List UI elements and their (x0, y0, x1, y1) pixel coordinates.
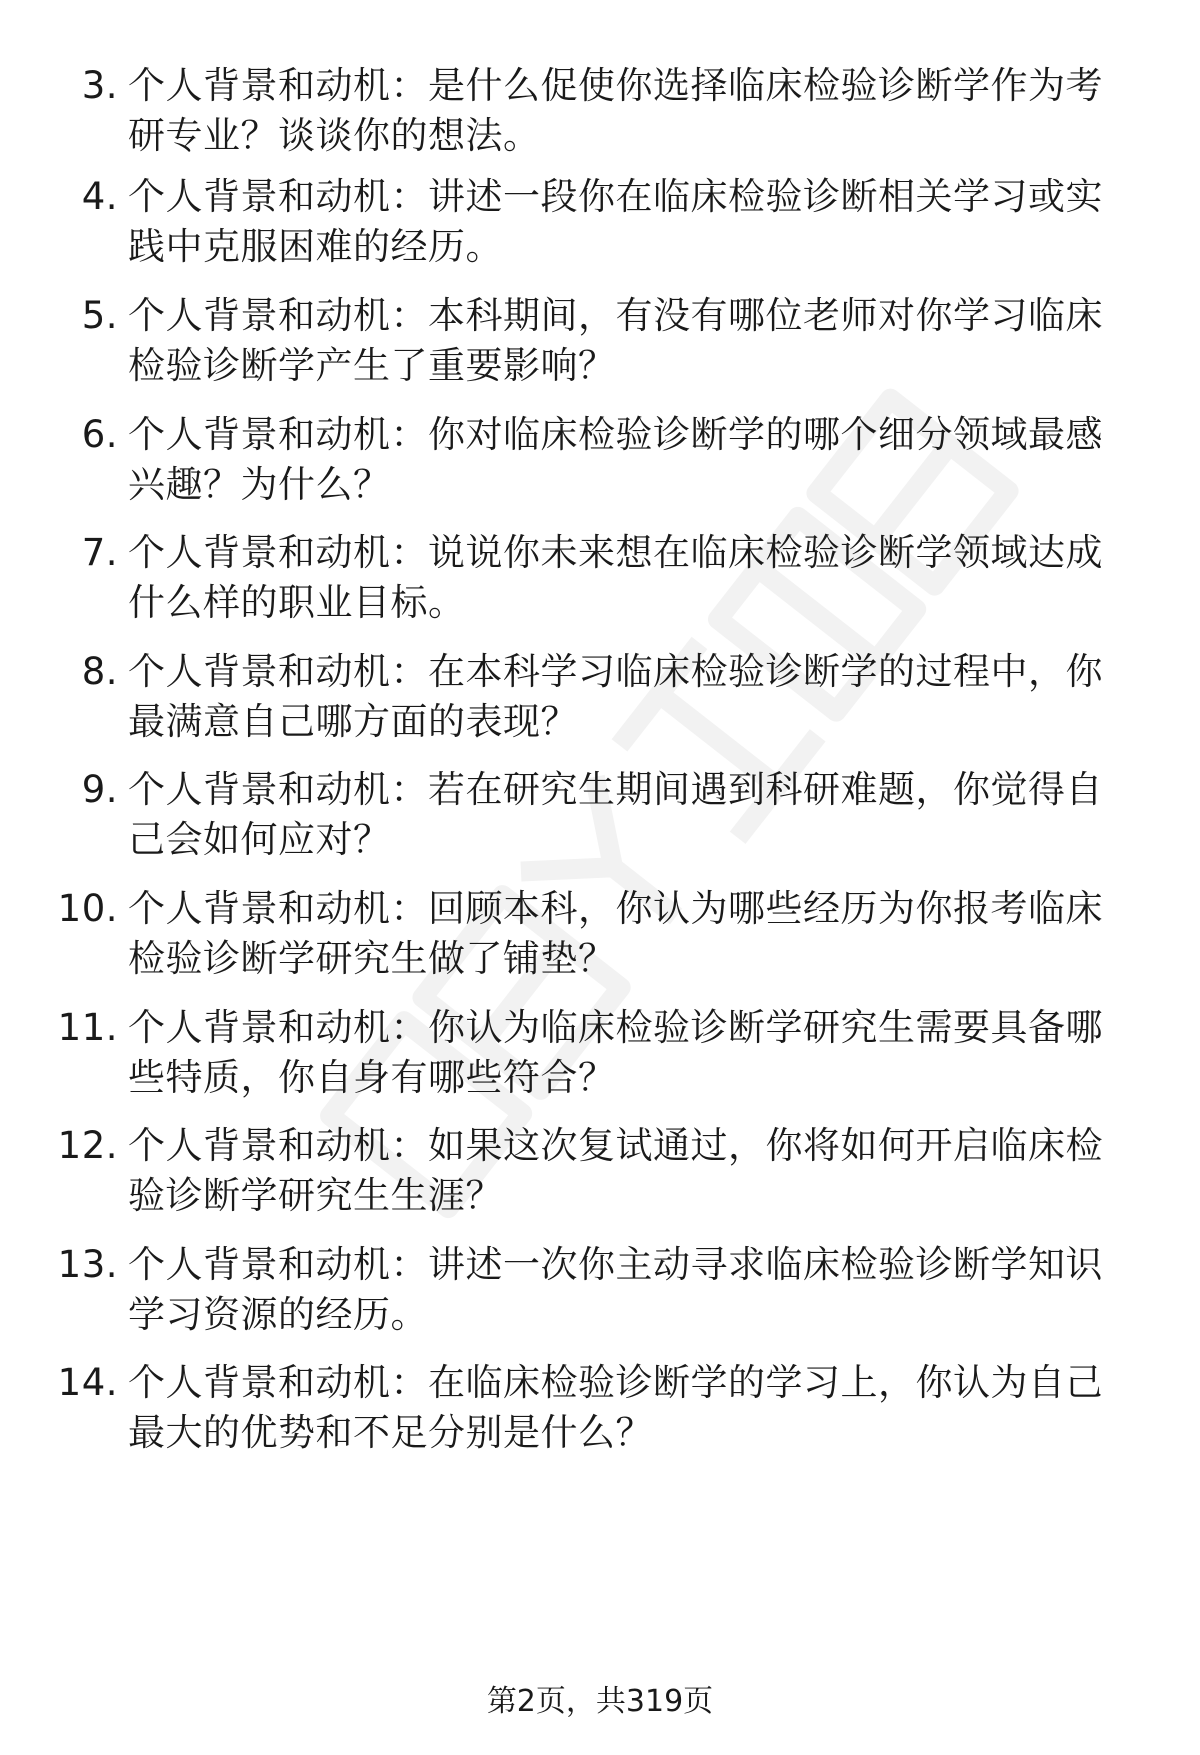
question-item (57, 1121, 1138, 1221)
question-number: 8. (81, 650, 118, 693)
question-number: 14. (57, 1361, 118, 1404)
question-number: 13. (57, 1243, 118, 1286)
question-text: 个人背景和动机：是什么促使你选择临床检验诊断学作为考研专业？谈谈你的想法。 (128, 64, 1103, 157)
question-text: 个人背景和动机：回顾本科，你认为哪些经历为你报考临床检验诊断学研究生做了铺垫？ (128, 887, 1103, 980)
question-text: 个人背景和动机：你对临床检验诊断学的哪个细分领域最感兴趣？为什么？ (128, 413, 1103, 506)
question-text: 个人背景和动机：说说你未来想在临床检验诊断学领域达成什么样的职业目标。 (128, 531, 1103, 624)
question-number: 3. (81, 64, 118, 107)
question-item (57, 884, 1138, 984)
question-text: 个人背景和动机：讲述一段你在临床检验诊断相关学习或实践中克服困难的经历。 (128, 175, 1103, 268)
question-text: 个人背景和动机：在本科学习临床检验诊断学的过程中，你最满意自己哪方面的表现？ (128, 650, 1103, 743)
question-text: 个人背景和动机：你认为临床检验诊断学研究生需要具备哪些特质，你自身有哪些符合？ (128, 1006, 1103, 1099)
question-item (81, 765, 1138, 865)
question-item (81, 291, 1138, 391)
page-footer: 第2页，共319页 (486, 1684, 714, 1719)
question-number: 5. (81, 294, 118, 337)
question-number: 12. (57, 1124, 118, 1167)
question-item (57, 1358, 1138, 1458)
question-item (81, 172, 1138, 272)
question-item (81, 410, 1138, 510)
question-item (81, 528, 1138, 628)
question-number: 6. (81, 413, 118, 456)
question-item (57, 1240, 1138, 1340)
question-item (81, 61, 1138, 161)
question-text: 个人背景和动机：在临床检验诊断学的学习上，你认为自己最大的优势和不足分别是什么？ (128, 1361, 1103, 1454)
question-item (57, 1003, 1138, 1103)
question-number: 4. (81, 175, 118, 218)
question-number: 10. (57, 887, 118, 930)
question-number: 7. (81, 531, 118, 574)
question-text: 个人背景和动机：讲述一次你主动寻求临床检验诊断学知识学习资源的经历。 (128, 1243, 1103, 1336)
question-text: 个人背景和动机：若在研究生期间遇到科研难题，你觉得自己会如何应对？ (128, 768, 1103, 861)
question-number: 11. (57, 1006, 118, 1049)
question-text: 个人背景和动机：本科期间，有没有哪位老师对你学习临床检验诊断学产生了重要影响？ (128, 294, 1103, 387)
question-number: 9. (81, 768, 118, 811)
question-item (81, 647, 1138, 747)
question-text: 个人背景和动机：如果这次复试通过，你将如何开启临床检验诊断学研究生生涯？ (128, 1124, 1103, 1217)
